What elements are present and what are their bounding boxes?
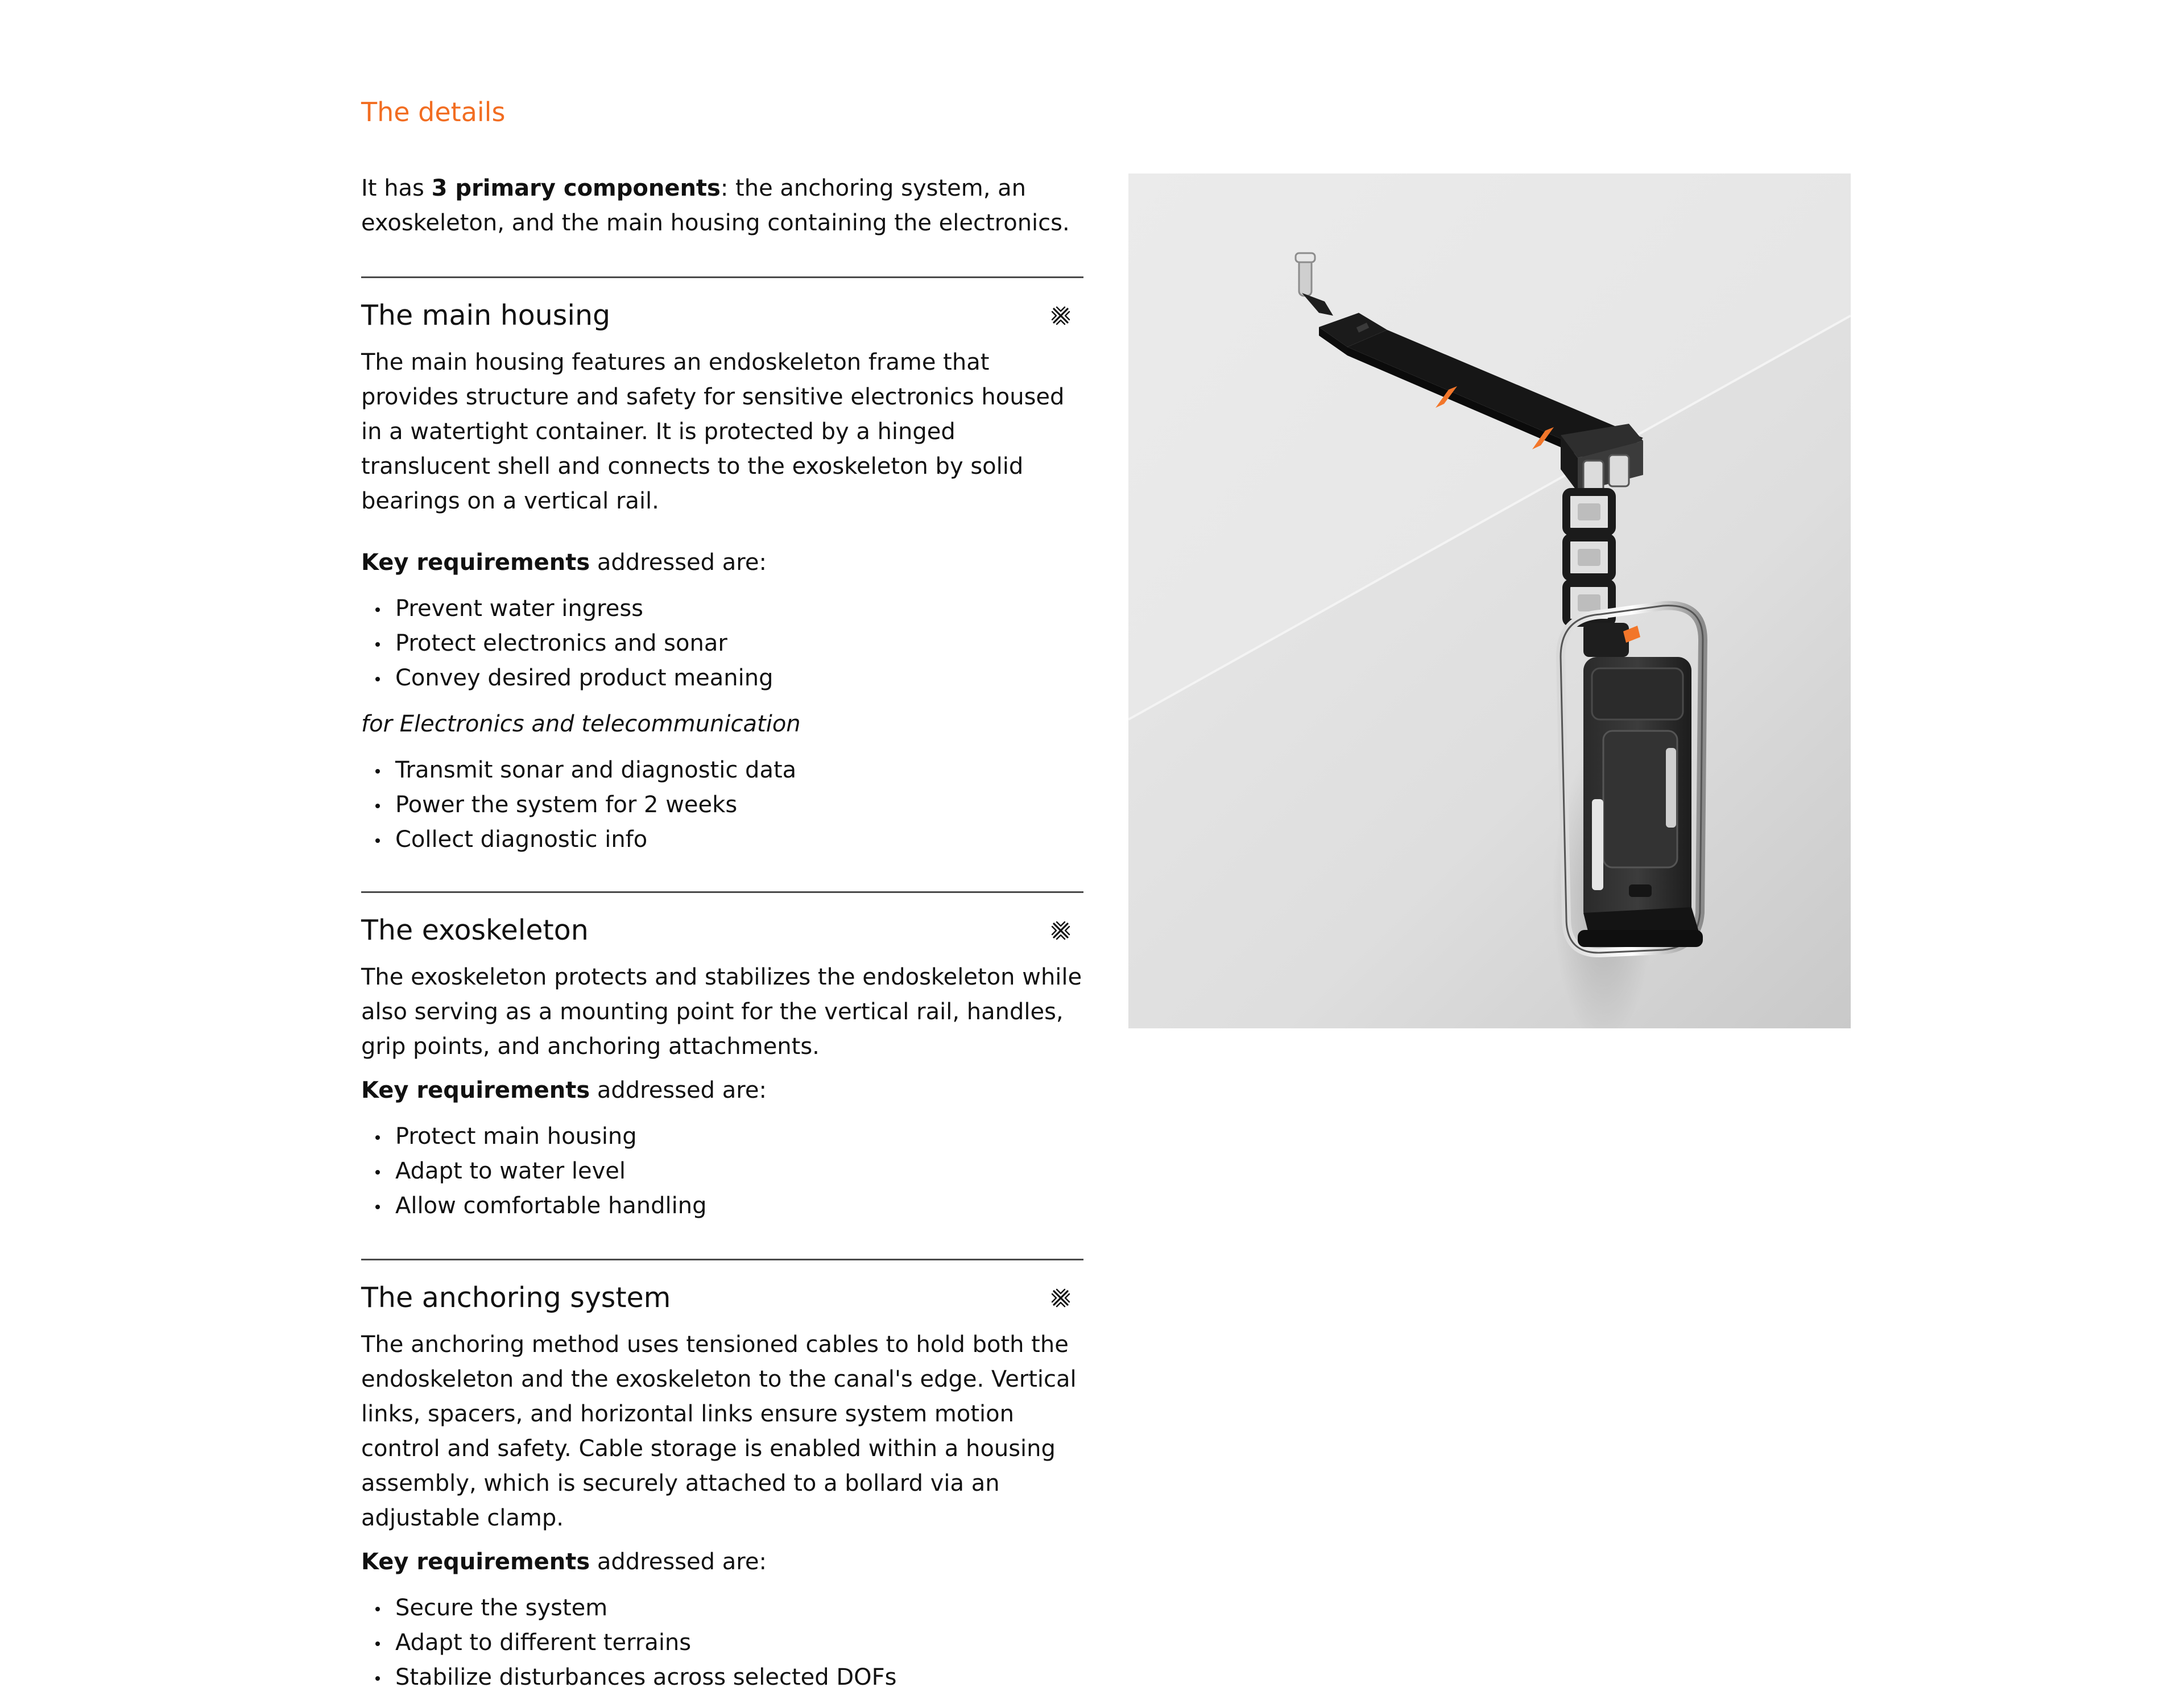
accordion-body: The anchoring method uses tensioned cables to hold both the endoskeleton and the exoskeleton to the canal's edge. Vertical links, spacers, and horizontal links ensure system motion control and safety. Cable storage is enabled within a housing assembly, which is securely attached to a bollard via an adjustable clamp. [361,1332,1077,1532]
product-render-illustration [1128,173,1851,1028]
requirements-list-electronics [361,753,1083,857]
list-item: Allow comfortable handling [361,1189,1083,1223]
intro-suffix: : the anchoring system, an exoskeleton, and the main housing containing the electronics. [361,175,1070,237]
list-item: Protect electronics and sonar [361,626,1083,661]
accordion-main-housing [361,276,1083,857]
list-item: Prevent water ingress [361,592,1083,626]
section-eyebrow: The details [361,97,506,127]
list-item: Collect diagnostic info [361,822,1083,857]
requirements-label [361,545,1083,580]
list-item: Stabilize disturbances across selected DOFs [361,1660,1083,1687]
accordion-header-anchoring-system[interactable] [361,1282,1083,1314]
list-item: Power the system for 2 weeks [361,788,1083,822]
requirements-bold: Key requirements [361,549,590,576]
accordion-exoskeleton [361,891,1083,1223]
product-render-image [1128,173,1851,1028]
accordion-header-main-housing[interactable] [361,300,1083,332]
list-item: Adapt to different terrains [361,1626,1083,1660]
list-item: Protect main housing [361,1119,1083,1154]
requirements-label [361,1545,1083,1580]
requirements-rest: addressed are: [590,1077,767,1104]
requirements-list [361,1591,1083,1687]
intro-bold: 3 primary components [431,175,721,202]
list-item: Convey desired product meaning [361,661,1083,696]
requirements-bold: Key requirements [361,1077,590,1104]
list-item: Transmit sonar and diagnostic data [361,753,1083,788]
requirements-bold: Key requirements [361,1549,590,1576]
requirements-list [361,592,1083,696]
collapse-x-icon[interactable] [1049,1287,1072,1309]
accordion-anchoring-system [361,1259,1083,1687]
details-column [361,97,1083,1687]
accordion-title: The main housing [361,299,611,332]
requirements-rest: addressed are: [590,549,767,576]
accordion-title: The exoskeleton [361,914,589,947]
requirements-list [361,1119,1083,1223]
accordion-header-exoskeleton[interactable] [361,915,1083,946]
intro-prefix: It has [361,175,432,202]
intro-paragraph [361,171,1083,241]
requirements-subhead: for Electronics and telecommunication [361,711,801,738]
requirements-rest: addressed are: [590,1549,767,1576]
collapse-x-icon[interactable] [1049,919,1072,942]
accordion-body: The exoskeleton protects and stabilizes the endoskeleton while also serving as a mounting point for the vertical rail, handles, grip points, and anchoring attachments. [361,964,1082,1060]
requirements-label [361,1073,1083,1108]
list-item: Adapt to water level [361,1154,1083,1189]
accordion-title: The anchoring system [361,1281,671,1314]
list-item: Secure the system [361,1591,1083,1626]
accordion-body: The main housing features an endoskeleton frame that provides structure and safety for sensitive electronics housed in a watertight container. It is protected by a hinged translucent shell and connects to the exoskeleton by solid bearings on a vertical rail. [361,349,1065,515]
collapse-x-icon[interactable] [1049,304,1072,327]
